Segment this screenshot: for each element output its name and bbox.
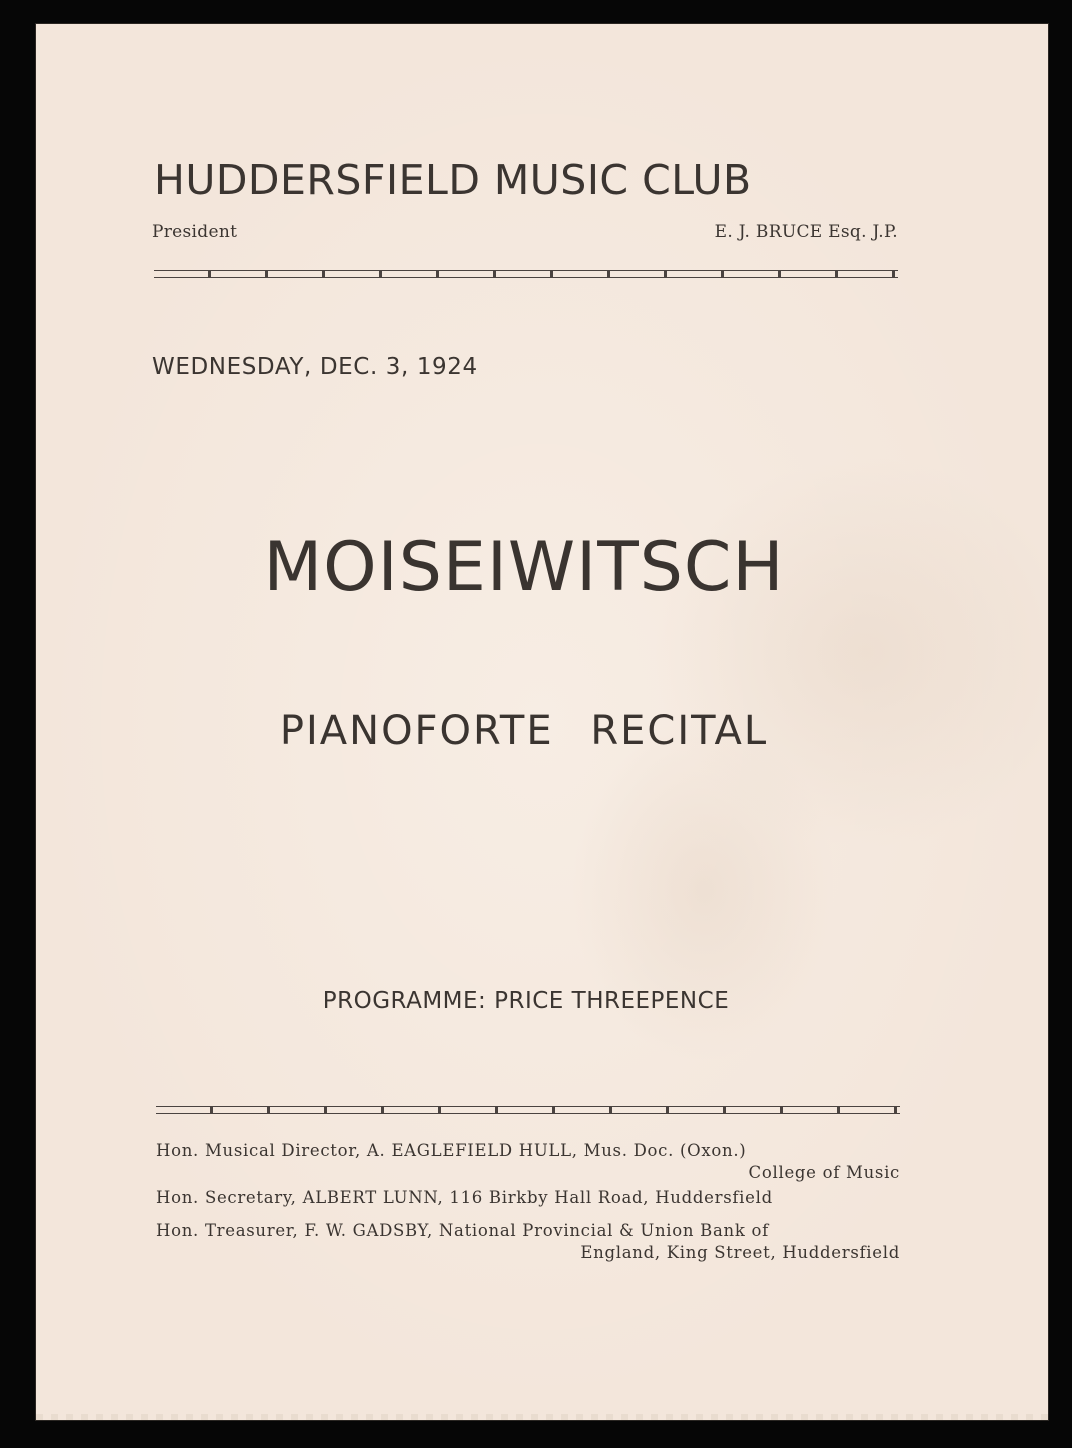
officer-line-continued: College of Music [748,1163,900,1182]
officer-musical-director [156,1140,900,1184]
club-title: HUDDERSFIELD MUSIC CLUB [154,156,752,204]
officer-secretary [156,1187,900,1209]
officer-line-continued: England, King Street, Huddersfield [580,1243,900,1262]
officer-line: Hon. Treasurer, F. W. GADSBY, National Provincial & Union Bank of [156,1221,769,1240]
artist-name: MOISEIWITSCH [263,528,785,607]
president-label: President [152,222,238,242]
ornamental-divider-top [154,270,898,278]
officer-treasurer [156,1220,900,1264]
ornamental-divider-bottom [156,1106,900,1114]
recital-title: PIANOFORTE RECITAL [279,708,769,754]
programme-page [36,24,1048,1420]
officer-line: Hon. Musical Director, A. EAGLEFIELD HULL, Mus. Doc. (Oxon.) [156,1141,747,1160]
officer-line: Hon. Secretary, ALBERT LUNN, 116 Birkby Hall Road, Huddersfield [156,1188,773,1207]
president-name: E. J. BRUCE Esq. J.P. [714,222,898,242]
programme-price: PROGRAMME: PRICE THREEPENCE [322,988,730,1014]
event-date: WEDNESDAY, DEC. 3, 1924 [152,354,478,380]
